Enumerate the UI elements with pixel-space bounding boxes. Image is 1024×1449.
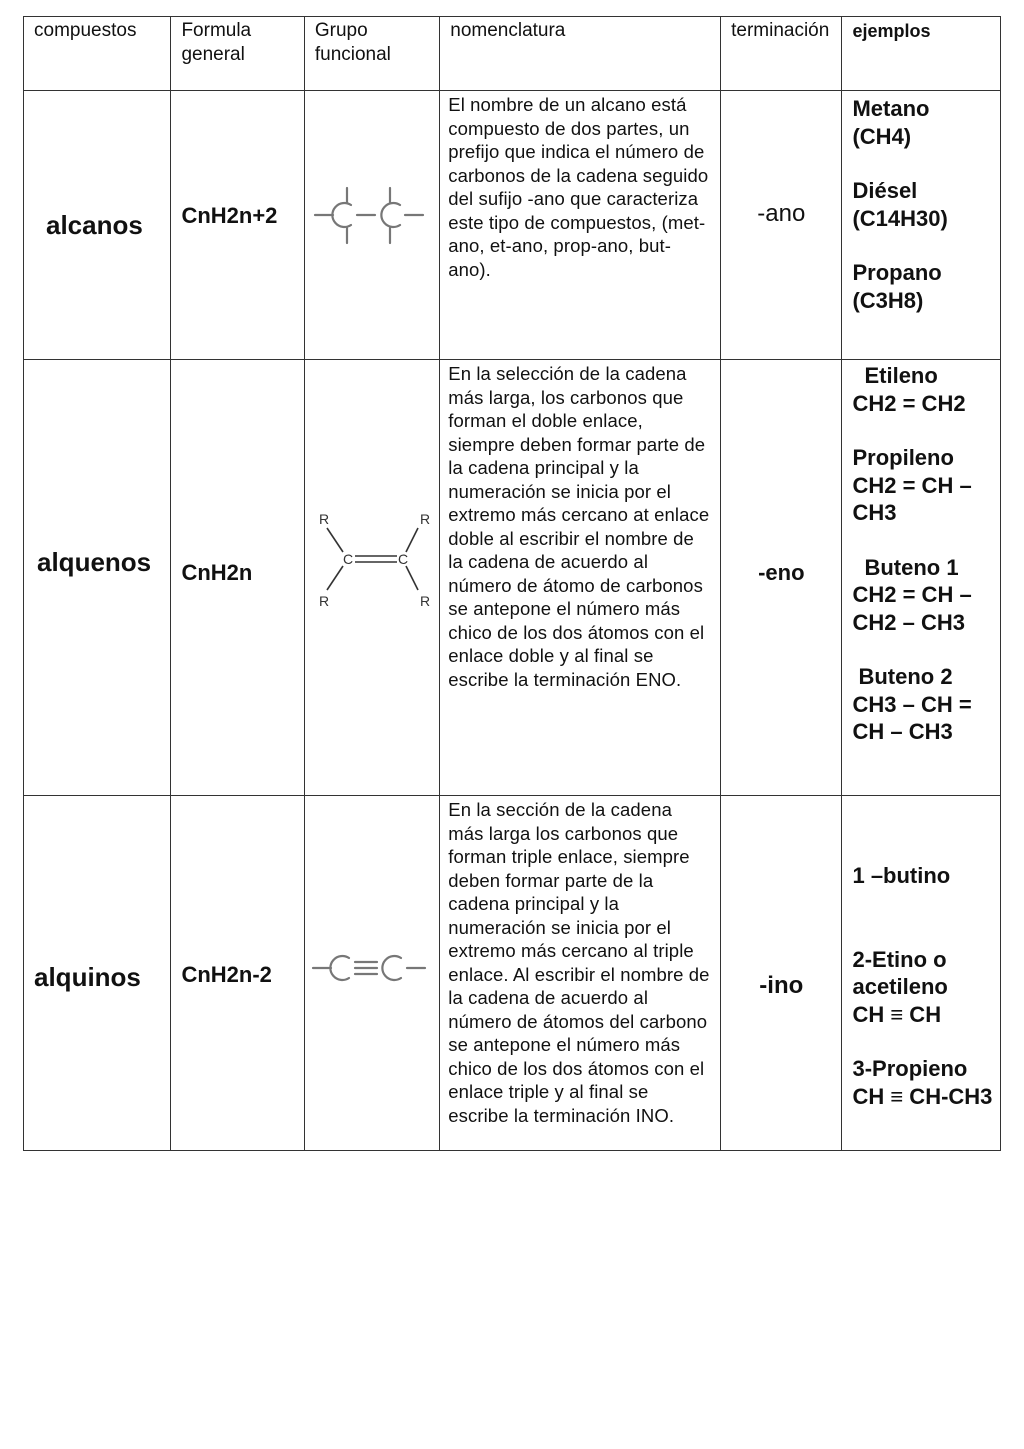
- ejemplo-name: Propano: [852, 260, 942, 285]
- header-terminacion: terminación: [731, 20, 830, 41]
- header-formula: Formula general: [181, 20, 252, 65]
- ejemplo-formula: (CH4): [852, 123, 912, 149]
- ejemplo-formula: CH ≡ CH-CH3: [852, 1083, 993, 1109]
- ejemplo-name: 1 –butino: [852, 863, 951, 888]
- r-label: R: [419, 510, 430, 527]
- terminacion-cell: [721, 796, 842, 1151]
- header-compuestos: compuestos: [34, 20, 137, 41]
- ejemplo-formula: CH2 = CH – CH3: [852, 472, 972, 525]
- compuesto-name: alquenos: [37, 547, 152, 577]
- triple-bond-structure-icon: [305, 938, 440, 998]
- ejemplo-formula: CH2 = CH – CH2 – CH3: [852, 582, 972, 635]
- ejemplos-cell: [842, 360, 1001, 796]
- header-ejemplos: ejemplos: [852, 21, 931, 41]
- header-compuestos-cell: [24, 17, 171, 91]
- table-row: [24, 91, 1001, 360]
- ejemplo-formula: CH ≡ CH: [852, 1001, 942, 1027]
- grupo-cell: [304, 360, 439, 796]
- terminacion-cell: [721, 360, 842, 796]
- c-label: C: [397, 550, 408, 567]
- nomenclatura-text: En la sección de la cadena más larga los carbonos que forman triple enlace, siempre deben formar parte de la cadena principal y la numeración se inicia por el extremo más cercano al triple enlace. Al escribir el nombre de la cadena de acuerdo al número de átomos del carbono se antepone el número más chico de los dos átomos con el enlace triple y al final se escribe la terminación INO.: [448, 799, 710, 1126]
- r-label: R: [318, 510, 329, 527]
- double-bond-structure-icon: [305, 508, 440, 618]
- compuesto-cell: [24, 796, 171, 1151]
- formula-general: CnH2n: [181, 559, 253, 585]
- ejemplo-name: Diésel: [852, 178, 918, 203]
- formula-cell: [171, 796, 304, 1151]
- nomenclatura-text: En la selección de la cadena más larga, los carbonos que forman el doble enlace, siempre deben formar parte de la cadena principal y la numeración se inicia por el extremo más cercano at enlace doble al escribir el nombre de la cadena de acuerdo al número de átomo de carbonos se antepone el número más chico de los dos átomos con el enlace doble y al final se escribe la terminación ENO.: [448, 363, 710, 690]
- formula-cell: [171, 91, 304, 360]
- ejemplo-item: [852, 946, 994, 1029]
- header-nomenclatura: nomenclatura: [450, 20, 566, 41]
- c-label: C: [342, 550, 353, 567]
- table-row: [24, 360, 1001, 796]
- ejemplo-item: [852, 1055, 994, 1110]
- formula-cell: [171, 360, 304, 796]
- ejemplo-item: [852, 259, 994, 314]
- r-label: R: [318, 592, 329, 609]
- ejemplo-item: [852, 862, 994, 890]
- ejemplo-name: 2-Etino o acetileno: [852, 946, 948, 999]
- ejemplo-formula: (C3H8): [852, 287, 924, 313]
- header-formula-cell: [171, 17, 304, 91]
- compounds-table: [23, 16, 1001, 1151]
- formula-general: CnH2n-2: [181, 962, 272, 987]
- ejemplo-name: Buteno 1: [864, 554, 959, 580]
- ejemplo-item: [852, 177, 994, 232]
- ejemplo-name: Buteno 2: [858, 664, 953, 689]
- compuesto-cell: [24, 91, 171, 360]
- terminacion-text: -eno: [758, 559, 805, 585]
- nomenclatura-cell: [440, 91, 721, 360]
- header-grupo: Grupo funcional: [314, 20, 391, 65]
- r-label: R: [419, 592, 430, 609]
- terminacion-text: -ino: [759, 971, 804, 999]
- ejemplo-item: [852, 554, 994, 637]
- ejemplo-item: [852, 444, 994, 527]
- ejemplos-list: [842, 91, 1000, 314]
- ejemplo-name: Etileno: [864, 363, 938, 388]
- compuesto-cell: [24, 360, 171, 796]
- ejemplo-name: Propileno: [852, 445, 954, 470]
- ejemplos-cell: [842, 91, 1001, 360]
- nomenclatura-text: El nombre de un alcano está compuesto de dos partes, un prefijo que indica el número de carbonos de la cadena seguido del sufijo -ano que caracteriza este tipo de compuestos, (met-ano, et-ano, prop-ano, but-ano).: [448, 94, 709, 280]
- compuesto-name: alcanos: [46, 209, 143, 240]
- terminacion-text: -ano: [757, 200, 806, 227]
- ejemplo-item: [852, 362, 994, 417]
- ejemplos-list: [842, 796, 1000, 1110]
- ejemplo-item: [852, 95, 994, 150]
- header-terminacion-cell: [721, 17, 842, 91]
- ejemplos-list: [842, 360, 1000, 746]
- header-nomenclatura-cell: [440, 17, 721, 91]
- table-row: [24, 796, 1001, 1151]
- ejemplo-name: 3-Propieno: [852, 1056, 968, 1081]
- grupo-cell: [304, 796, 439, 1151]
- ejemplo-formula: CH2 = CH2: [852, 390, 966, 416]
- ejemplo-item: [852, 663, 994, 746]
- ejemplos-cell: [842, 796, 1001, 1151]
- ejemplo-name: Metano: [852, 96, 930, 121]
- ejemplo-formula: (C14H30): [852, 205, 948, 231]
- header-grupo-cell: [304, 17, 439, 91]
- header-row: [24, 17, 1001, 91]
- nomenclatura-cell: [440, 360, 721, 796]
- single-bond-structure-icon: [305, 153, 440, 273]
- ejemplo-formula: CH3 – CH = CH – CH3: [852, 691, 972, 744]
- compuesto-name: alquinos: [34, 961, 141, 992]
- header-ejemplos-cell: [842, 17, 1001, 91]
- formula-general: CnH2n+2: [181, 203, 278, 228]
- nomenclatura-cell: [440, 796, 721, 1151]
- grupo-cell: [304, 91, 439, 360]
- terminacion-cell: [721, 91, 842, 360]
